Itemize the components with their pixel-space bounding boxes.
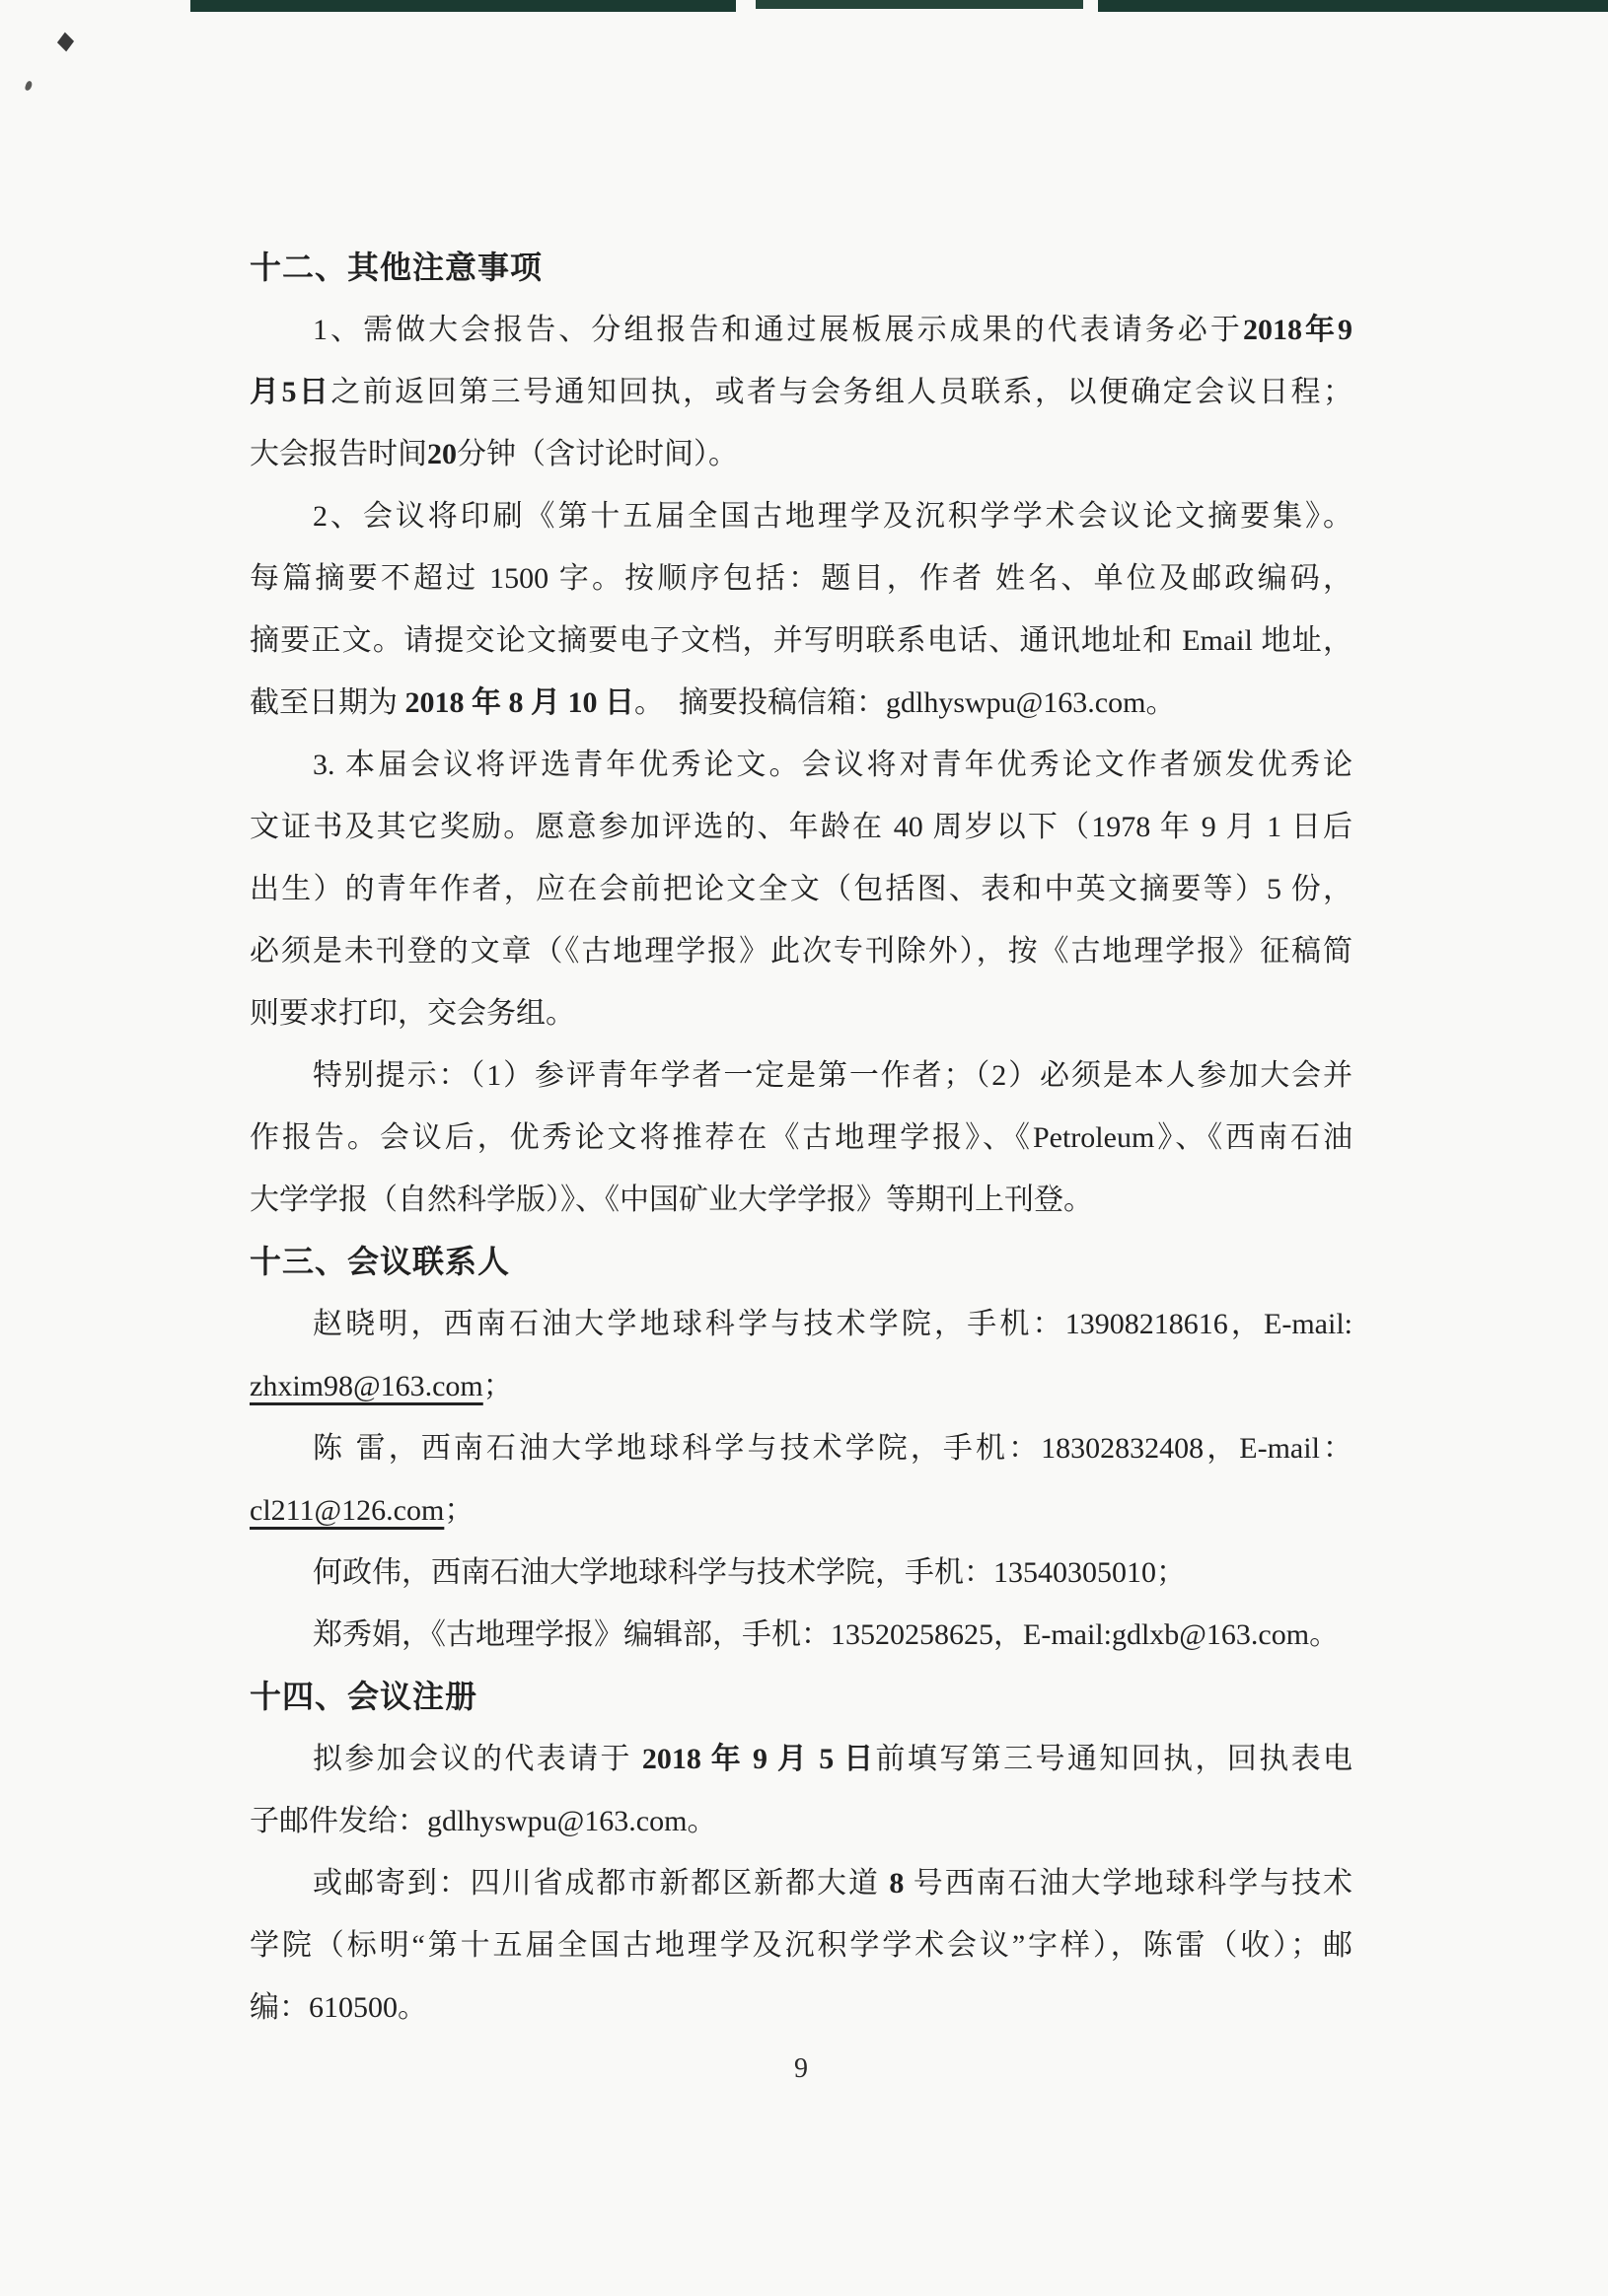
text-run: 特别提示：（1）参评青年学者一定是第一作者；（2）必须是本人参加大会并 — [313, 1059, 1352, 1092]
text-run: 之前返回第三号通知回执，或者与会务组人员联系，以便确定会议日程； — [330, 376, 1353, 408]
paragraph — [250, 1728, 1352, 1852]
text-run: 。 摘要投稿信箱：gdlhyswpu@163.com。 — [634, 686, 1176, 719]
text-run: 2018 年 8 月 10 日 — [404, 686, 634, 719]
text-run: 赵晓明，西南石油大学地球科学与技术学院，手机：13908218616，E-mail: — [313, 1308, 1352, 1340]
text-line — [250, 1479, 1352, 1542]
page-number: 9 — [794, 2053, 808, 2084]
text-run: 出生）的青年作者，应在会前把论文全文（包括图、表和中英文摘要等）5 份， — [250, 873, 1352, 905]
text-line — [250, 982, 1352, 1044]
text-line — [250, 361, 1352, 423]
text-run: 前填写第三号通知回执，回执表电 — [875, 1743, 1353, 1775]
text-run: 郑秀娟，《古地理学报》编辑部，手机：13520258625，E-mail:gdlxb@163.com。 — [313, 1618, 1340, 1651]
paragraph — [250, 734, 1352, 1044]
text-run: 学院（标明“第十五届全国古地理学及沉积学学术会议”字样），陈雷（收）；邮 — [250, 1929, 1352, 1962]
text-line — [250, 1293, 1352, 1355]
paragraph — [250, 1293, 1352, 1417]
section-heading — [250, 1666, 1352, 1728]
text-line — [250, 423, 1352, 485]
text-line — [250, 547, 1352, 610]
text-run: 十四、会议注册 — [250, 1679, 478, 1714]
text-run: 拟参加会议的代表请于 — [313, 1743, 642, 1775]
text-run: 陈 雷，西南石油大学地球科学与技术学院，手机：18302832408，E-mail： — [313, 1432, 1352, 1465]
text-line — [250, 672, 1352, 734]
text-line — [250, 299, 1352, 361]
text-line — [250, 1728, 1352, 1790]
text-line — [250, 1790, 1352, 1852]
text-line — [250, 1542, 1352, 1604]
scan-speck — [57, 33, 74, 52]
text-run: 月5日 — [250, 376, 331, 408]
text-run: 则要求打印，交会务组。 — [250, 997, 575, 1030]
text-line — [250, 1976, 1352, 2039]
text-line — [250, 858, 1352, 920]
text-run: 8 — [889, 1867, 905, 1900]
text-line — [250, 1044, 1352, 1107]
email-text: zhxim98@163.com — [250, 1370, 483, 1402]
text-run: 作报告。会议后，优秀论文将推荐在《古地理学报》、《Petroleum》、《西南石油 — [250, 1121, 1352, 1154]
text-run: 2、会议将印刷《第十五届全国古地理学及沉积学学术会议论文摘要集》。 — [313, 500, 1352, 533]
text-line — [250, 796, 1352, 858]
text-line — [250, 1355, 1352, 1417]
text-run: 摘要正文。请提交论文摘要电子文档，并写明联系电话、通讯地址和 Email 地址， — [250, 624, 1352, 657]
text-run: 必须是未刊登的文章（《古地理学报》此次专刊除外），按《古地理学报》征稿简 — [250, 935, 1352, 968]
text-run: ； — [482, 1370, 513, 1402]
document-body — [250, 237, 1352, 2039]
scan-artifact-bar — [756, 0, 1083, 9]
text-line — [250, 1604, 1352, 1666]
text-run: 大学学报（自然科学版）》、《中国矿业大学学报》等期刊上刊登。 — [250, 1184, 1093, 1216]
text-run: 截至日期为 — [250, 686, 405, 719]
email-text: cl211@126.com — [250, 1494, 445, 1527]
text-run: 或邮寄到：四川省成都市新都区新都大道 — [313, 1867, 890, 1900]
scan-artifact-bar — [190, 0, 736, 12]
text-run: ； — [444, 1494, 475, 1527]
text-run: 大会报告时间 — [250, 438, 427, 470]
text-run: 1、需做大会报告、分组报告和通过展板展示成果的代表请务必于 — [313, 314, 1243, 346]
text-line — [250, 1169, 1352, 1231]
paragraph — [250, 1852, 1352, 2039]
text-line — [250, 920, 1352, 982]
text-line — [250, 610, 1352, 672]
paragraph — [250, 485, 1352, 734]
text-run: 子邮件发给：gdlhyswpu@163.com。 — [250, 1805, 717, 1837]
text-run: 3. 本届会议将评选青年优秀论文。会议将对青年优秀论文作者颁发优秀论 — [313, 749, 1352, 781]
text-run: 编：610500。 — [250, 1991, 427, 2024]
section-heading — [250, 237, 1352, 299]
paragraph — [250, 299, 1352, 485]
text-line — [250, 1107, 1352, 1169]
paragraph — [250, 1044, 1352, 1231]
text-run: 何政伟，西南石油大学地球科学与技术学院，手机：13540305010； — [313, 1556, 1186, 1589]
text-run: 号西南石油大学地球科学与技术 — [904, 1867, 1353, 1900]
text-line — [250, 1417, 1352, 1479]
text-run: 2018 年 9 月 5 日 — [641, 1743, 876, 1775]
paragraph — [250, 1604, 1352, 1666]
text-run: 每篇摘要不超过 1500 字。按顺序包括：题目，作者 姓名、单位及邮政编码， — [250, 562, 1352, 595]
text-line — [250, 1852, 1352, 1914]
text-run: 分钟（含讨论时间）。 — [457, 438, 738, 470]
text-run: 十三、会议联系人 — [250, 1244, 511, 1279]
text-line — [250, 1914, 1352, 1976]
text-line — [250, 734, 1352, 796]
text-run: 文证书及其它奖励。愿意参加评选的、年龄在 40 周岁以下（1978 年 9 月 1 日后 — [250, 811, 1352, 843]
paragraph — [250, 1542, 1352, 1604]
text-run: 十二、其他注意事项 — [250, 250, 544, 285]
paragraph — [250, 1417, 1352, 1542]
scan-artifact-bar — [1098, 0, 1608, 12]
section-heading — [250, 1231, 1352, 1293]
text-line — [250, 485, 1352, 547]
text-run: 2018年9 — [1242, 314, 1353, 346]
scan-speck — [25, 80, 34, 91]
text-run: 20 — [427, 438, 457, 470]
